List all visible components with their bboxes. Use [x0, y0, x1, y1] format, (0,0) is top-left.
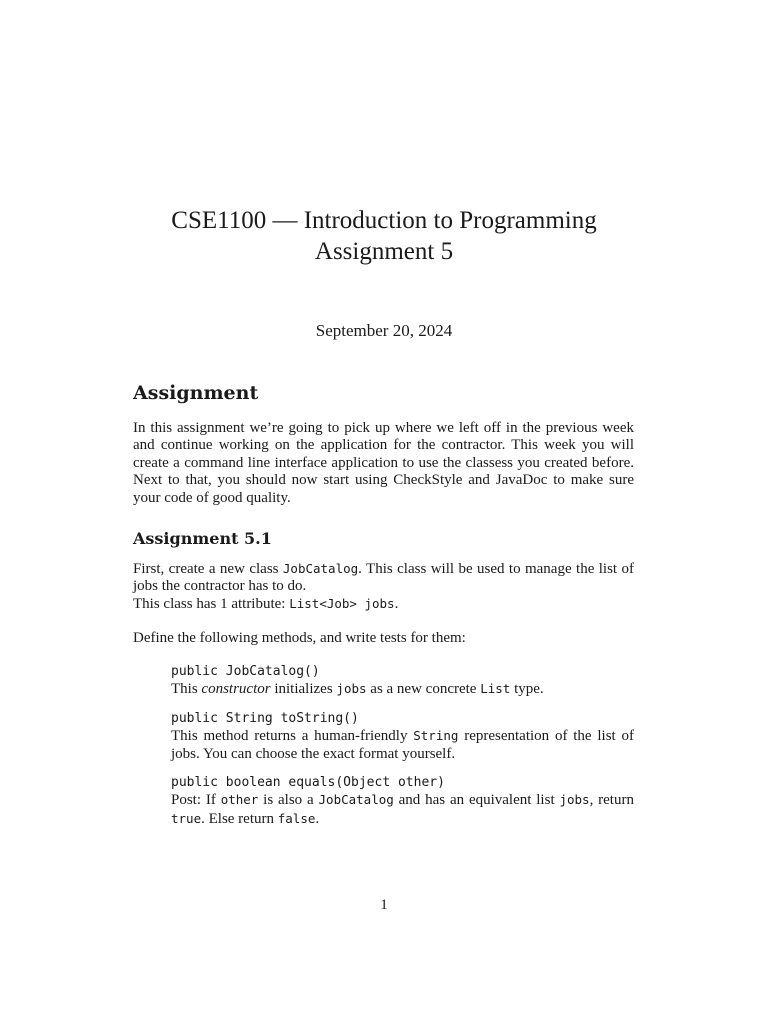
text-run: type. [510, 681, 544, 698]
attribute-line [133, 595, 398, 613]
text-run: First, create a new class [133, 561, 283, 577]
class-name-code: JobCatalog [282, 561, 359, 576]
inline-code: false [277, 810, 316, 826]
method-description [171, 791, 634, 828]
text-run: and has an equivalent list [393, 792, 560, 809]
inline-code: JobCatalog [318, 792, 394, 808]
inline-code: jobs [559, 792, 590, 808]
section-heading-assignment: Assignment [133, 382, 259, 404]
method-signature: public String toString() [171, 711, 359, 726]
emphasis-text: constructor [201, 681, 271, 698]
method-signature: public boolean equals(Object other) [171, 775, 445, 790]
jobcatalog-intro-paragraph [133, 560, 634, 596]
method-signature: public JobCatalog() [171, 664, 320, 679]
method-tostring [171, 710, 634, 763]
method-description [171, 680, 634, 698]
intro-paragraph: In this assignment we’re going to pick up where we left off in the previous week and continue working on the application for the contractor. This week you will create a command line interface application to use the classess you created before. Next to that, you should now start using CheckStyle and JavaDoc to make sure your code of good quality. [133, 420, 634, 506]
methods-intro-line: Define the following methods, and write tests for them: [133, 630, 466, 646]
inline-code: other [220, 792, 259, 808]
document-date: September 20, 2024 [315, 321, 453, 340]
attribute-code: List<Job> jobs [289, 596, 395, 611]
title-line-1: CSE1100 — Introduction to Programming [171, 207, 597, 234]
page-number: 1 [380, 897, 388, 913]
inline-code: true [171, 810, 202, 826]
text-run: representation of the list of jobs. You can choose the exact format yourself. [171, 728, 634, 762]
text-run: This method returns a human-friendly [171, 728, 414, 745]
method-constructor [171, 663, 634, 699]
text-run: , return [589, 792, 634, 809]
text-run: This class has 1 attribute: [133, 596, 290, 612]
method-equals [171, 774, 634, 828]
subsection-heading-5-1: Assignment 5.1 [133, 529, 272, 548]
text-run: Post: If [171, 792, 221, 809]
text-run: . This class will be used to manage the list of jobs the contractor has to do. [133, 561, 635, 595]
text-run: as a new concrete [366, 681, 481, 698]
text-run: is also a [258, 792, 319, 809]
text-run: initializes [270, 681, 337, 698]
text-run: This [171, 681, 202, 698]
inline-code: jobs [336, 681, 367, 697]
title-line-2: Assignment 5 [314, 238, 454, 265]
text-run: . [315, 810, 320, 827]
text-run: . [394, 596, 399, 612]
method-description [171, 727, 634, 763]
text-run: . Else return [201, 810, 278, 827]
inline-code: String [413, 728, 459, 744]
inline-code: List [480, 681, 511, 697]
